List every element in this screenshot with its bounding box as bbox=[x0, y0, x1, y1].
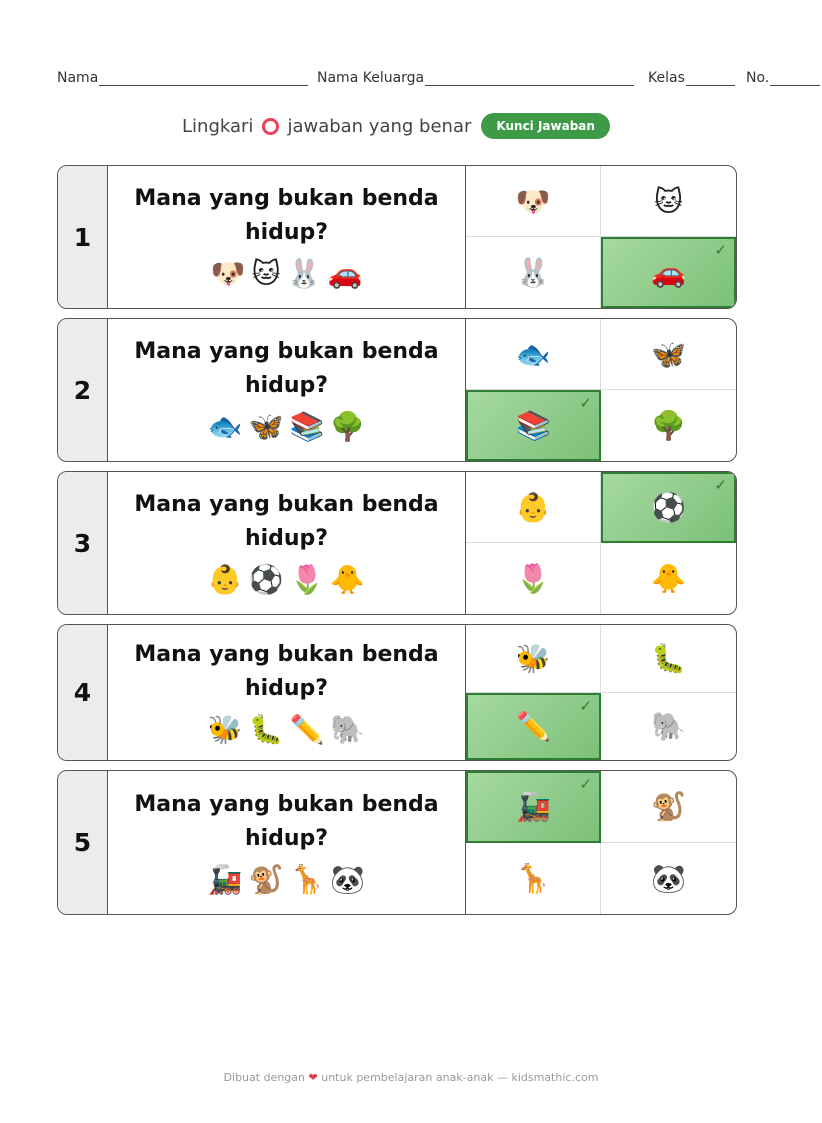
question-text: Mana yang bukan benda hidup? bbox=[134, 339, 439, 398]
question-text: Mana yang bukan benda hidup? bbox=[134, 492, 439, 551]
question-emoji-icon: 🐰 bbox=[286, 257, 322, 290]
option-emoji-icon: 🦒 bbox=[515, 861, 551, 895]
question-card-2 bbox=[57, 318, 737, 462]
answer-option[interactable] bbox=[466, 625, 601, 693]
question-emoji-icon: 🌳 bbox=[330, 410, 366, 443]
option-emoji-icon: 🐶 bbox=[515, 184, 551, 218]
question-icons bbox=[208, 409, 366, 445]
answer-option[interactable] bbox=[466, 543, 601, 614]
question-number: 3 bbox=[58, 472, 108, 614]
question-prompt bbox=[108, 771, 466, 914]
option-emoji-icon: 🚗 bbox=[651, 256, 686, 289]
question-icons bbox=[208, 562, 366, 598]
answer-grid bbox=[466, 771, 736, 914]
option-emoji-icon: 🐥 bbox=[651, 562, 686, 595]
question-prompt bbox=[108, 472, 466, 614]
option-emoji-icon: 🦋 bbox=[651, 337, 686, 371]
answer-option[interactable] bbox=[466, 472, 601, 543]
question-emoji-icon: 🐝 bbox=[207, 712, 243, 746]
check-icon: ✓ bbox=[579, 394, 592, 412]
answer-option[interactable] bbox=[466, 237, 601, 308]
option-emoji-icon: 🐟 bbox=[515, 337, 551, 371]
question-emoji-icon: 🚂 bbox=[207, 862, 243, 896]
question-emoji-icon: 👶 bbox=[207, 563, 243, 596]
question-card-1 bbox=[57, 165, 737, 309]
option-emoji-icon: 🐒 bbox=[651, 789, 686, 823]
number-field[interactable] bbox=[746, 70, 820, 86]
option-emoji-icon: 🐛 bbox=[651, 641, 686, 675]
answer-option-correct[interactable] bbox=[466, 693, 601, 761]
option-emoji-icon: 🐝 bbox=[515, 641, 551, 675]
answer-option-correct[interactable] bbox=[601, 237, 736, 308]
question-emoji-icon: 🦋 bbox=[248, 410, 284, 443]
question-text: Mana yang bukan benda hidup? bbox=[134, 791, 439, 851]
instruction-row bbox=[0, 111, 822, 141]
answer-option-correct[interactable] bbox=[466, 771, 601, 843]
name-field[interactable] bbox=[57, 70, 308, 86]
question-emoji-icon: 🐛 bbox=[248, 712, 284, 746]
answer-option[interactable] bbox=[601, 771, 736, 843]
question-emoji-icon: 🚗 bbox=[327, 257, 363, 290]
question-emoji-icon: 🐘 bbox=[330, 712, 366, 746]
question-number: 4 bbox=[58, 625, 108, 760]
name-blank[interactable] bbox=[99, 72, 308, 86]
number-label: No. bbox=[746, 70, 770, 86]
answer-grid bbox=[466, 166, 736, 308]
question-card-4 bbox=[57, 624, 737, 761]
option-emoji-icon: 🐘 bbox=[651, 709, 686, 743]
question-emoji-icon: 🌷 bbox=[289, 563, 325, 596]
answer-option[interactable] bbox=[601, 166, 736, 237]
question-prompt bbox=[108, 166, 466, 308]
answer-grid bbox=[466, 625, 736, 760]
question-prompt bbox=[108, 625, 466, 760]
answer-option[interactable] bbox=[601, 625, 736, 693]
footer-text-after: untuk pembelajaran anak-anak — kidsmathic.com bbox=[321, 1071, 599, 1084]
question-card-3 bbox=[57, 471, 737, 615]
answer-option[interactable] bbox=[601, 693, 736, 761]
answer-option[interactable] bbox=[601, 543, 736, 614]
option-emoji-icon: 🐰 bbox=[515, 256, 551, 289]
question-number: 1 bbox=[58, 166, 108, 308]
class-label: Kelas bbox=[648, 70, 685, 86]
answer-option[interactable] bbox=[466, 843, 601, 915]
question-prompt bbox=[108, 319, 466, 461]
heart-icon: ❤ bbox=[308, 1071, 318, 1084]
instruction-text-before: Lingkari bbox=[182, 115, 254, 137]
question-icons bbox=[208, 862, 366, 898]
family-name-blank[interactable] bbox=[425, 72, 634, 86]
red-circle-icon bbox=[262, 118, 279, 135]
question-emoji-icon: 🐱 bbox=[251, 257, 281, 290]
answer-grid bbox=[466, 319, 736, 461]
question-emoji-icon: 🐥 bbox=[330, 563, 366, 596]
option-emoji-icon: ⚽ bbox=[651, 491, 686, 524]
question-emoji-icon: ✏️ bbox=[289, 712, 325, 746]
question-text: Mana yang bukan benda hidup? bbox=[134, 641, 439, 701]
option-emoji-icon: 📚 bbox=[516, 409, 551, 442]
question-card-5 bbox=[57, 770, 737, 915]
option-emoji-icon: 🌳 bbox=[651, 409, 686, 442]
class-field[interactable] bbox=[648, 70, 735, 86]
footer-credit bbox=[0, 1071, 822, 1084]
check-icon: ✓ bbox=[579, 696, 592, 715]
answer-key-badge: Kunci Jawaban bbox=[481, 113, 610, 139]
option-emoji-icon: 🐼 bbox=[651, 861, 686, 895]
question-emoji-icon: 📚 bbox=[289, 410, 325, 443]
option-emoji-icon: 🚂 bbox=[516, 790, 551, 824]
answer-option-correct[interactable] bbox=[601, 472, 736, 543]
name-label: Nama bbox=[57, 70, 99, 86]
question-emoji-icon: 🐶 bbox=[210, 257, 246, 290]
answer-option[interactable] bbox=[601, 390, 736, 461]
question-text: Mana yang bukan benda hidup? bbox=[134, 186, 439, 245]
student-info-line bbox=[57, 70, 822, 90]
question-icons bbox=[208, 712, 366, 748]
check-icon: ✓ bbox=[714, 476, 727, 494]
question-number: 5 bbox=[58, 771, 108, 914]
question-emoji-icon: 🦒 bbox=[289, 862, 325, 896]
check-icon: ✓ bbox=[579, 775, 592, 793]
question-emoji-icon: 🐒 bbox=[248, 862, 284, 896]
question-icons bbox=[211, 256, 363, 292]
family-name-field[interactable] bbox=[317, 70, 634, 86]
option-emoji-icon: 🐱 bbox=[653, 184, 684, 218]
answer-option[interactable] bbox=[601, 319, 736, 390]
option-emoji-icon: 👶 bbox=[515, 490, 551, 524]
number-blank[interactable] bbox=[770, 72, 820, 86]
class-blank[interactable] bbox=[686, 72, 735, 86]
answer-grid bbox=[466, 472, 736, 614]
option-emoji-icon: ✏️ bbox=[516, 709, 551, 743]
footer-text-before: Dibuat dengan bbox=[223, 1071, 305, 1084]
family-name-label: Nama Keluarga bbox=[317, 70, 425, 86]
answer-option[interactable] bbox=[601, 843, 736, 915]
question-emoji-icon: 🐟 bbox=[207, 410, 243, 443]
answer-option-correct[interactable] bbox=[466, 390, 601, 461]
option-emoji-icon: 🌷 bbox=[515, 562, 551, 595]
question-number: 2 bbox=[58, 319, 108, 461]
question-emoji-icon: 🐼 bbox=[330, 862, 366, 896]
instruction-text-after: jawaban yang benar bbox=[287, 115, 472, 137]
answer-option[interactable] bbox=[466, 319, 601, 390]
check-icon: ✓ bbox=[714, 241, 727, 259]
answer-option[interactable] bbox=[466, 166, 601, 237]
question-emoji-icon: ⚽ bbox=[248, 563, 284, 596]
